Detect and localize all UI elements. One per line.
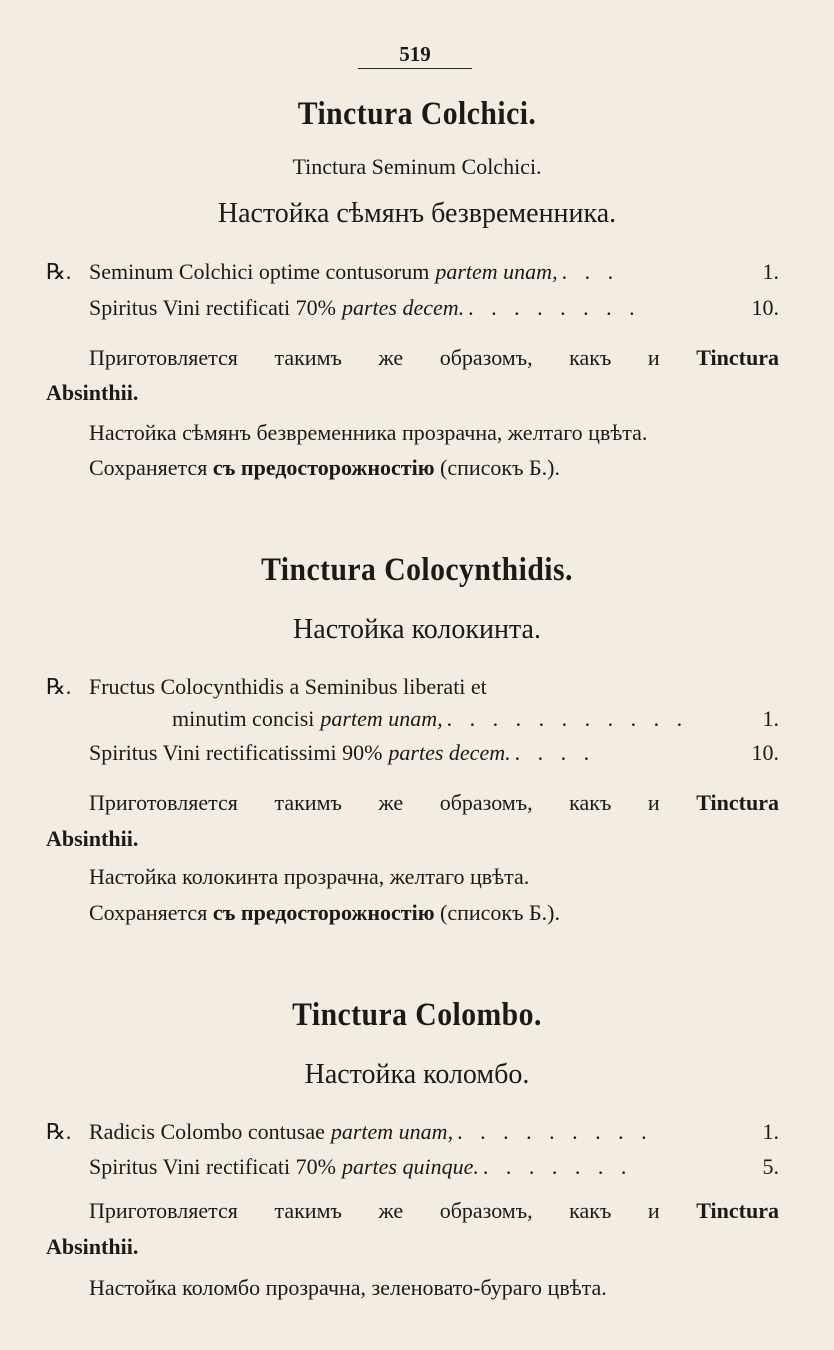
section-3-preparation [89,1198,779,1224]
storage-suffix: (списокъ Б.). [440,455,560,480]
recipe-symbol: ℞. [46,1119,72,1144]
preparation-reference: Tinctura [696,345,779,370]
leader-dots: . . . . . . . . . . . [446,706,689,731]
storage-suffix: (списокъ Б.). [440,900,560,925]
page-number-rule [358,68,472,69]
ingredient-name: Spiritus Vini rectificati 70% [89,1154,336,1179]
section-2-russian-title: Настойка колокинта. [293,614,541,645]
section-1-description: Настойка сѣмянъ безвременника прозрачна, желтаго цвѣта. [89,420,648,445]
preparation-reference-cont: Absinthii. [46,1234,139,1259]
section-2-ingredient-1 [0,674,834,704]
section-3-russian-title: Настойка коломбо. [304,1059,530,1090]
ingredient-amount: 10. [751,295,779,320]
preparation-reference: Tinctura [696,1198,779,1223]
preparation-reference: Tinctura [696,790,779,815]
ingredient-quantity: partes decem. [341,295,465,320]
preparation-reference-cont: Absinthii. [46,826,139,851]
section-2-preparation-cont [46,826,779,852]
recipe-symbol: ℞. [46,674,72,699]
section-1-storage [89,455,779,481]
section-2-ingredient-1-cont [0,706,834,736]
ingredient-quantity: partes quinque. [341,1154,479,1179]
section-2-storage [89,900,779,926]
section-3-description: Настойка коломбо прозрачна, зеленовато-бураго цвѣта. [89,1275,607,1300]
section-1-ingredient-2 [0,295,834,325]
leader-dots: . . . . . . . . [468,295,641,320]
ingredient-amount: 10. [751,740,779,765]
ingredient-name: Fructus Colocynthidis a Seminibus liberati et [89,674,487,699]
section-1-subtitle: Tinctura Seminum Colchici. [292,154,542,179]
ingredient-amount: 5. [762,1154,779,1179]
section-2-ingredient-2 [0,740,834,770]
ingredient-amount: 1. [762,1119,779,1144]
section-1-preparation-cont [46,380,779,406]
leader-dots: . . . . . . . . . [457,1119,653,1144]
section-1-russian-title: Настойка сѣмянъ безвременника. [217,198,617,229]
ingredient-quantity: partem unam, [330,1119,454,1144]
storage-prefix: Сохраняется [89,900,208,925]
leader-dots: . . . . [514,740,596,765]
section-2-description: Настойка колокинта прозрачна, желтаго цвѣта. [89,864,530,889]
storage-warning: съ предосторожностію [212,455,435,480]
ingredient-amount: 1. [762,259,779,284]
ingredient-quantity: partes decem. [388,740,511,765]
ingredient-name: Spiritus Vini rectificati 70% [89,295,336,320]
ingredient-name: minutim concisi [172,706,315,731]
section-1-ingredient-1 [0,259,834,289]
ingredient-name: Spiritus Vini rectificatissimi 90% [89,740,383,765]
recipe-symbol: ℞. [46,259,72,284]
ingredient-quantity: partem unam, [435,259,558,284]
preparation-text: Приготовляется такимъ же образомъ, какъ и [89,345,660,370]
section-3-preparation-cont [46,1234,779,1260]
preparation-reference-cont: Absinthii. [46,380,139,405]
section-1-preparation [89,345,779,371]
section-2-preparation [89,790,779,816]
section-3-title: Tinctura Colombo. [292,997,542,1033]
storage-prefix: Сохраняется [89,455,208,480]
section-3-ingredient-2 [0,1154,834,1184]
ingredient-amount: 1. [762,706,779,731]
ingredient-quantity: partem unam, [320,706,443,731]
ingredient-name: Radicis Colombo contusae [89,1119,325,1144]
section-1-title: Tinctura Colchici. [297,96,537,132]
preparation-text: Приготовляется такимъ же образомъ, какъ и [89,790,660,815]
section-3-ingredient-1 [0,1119,834,1149]
page-number: 519 [399,42,431,66]
storage-warning: съ предосторожностію [212,900,435,925]
leader-dots: . . . . . . . [482,1154,633,1179]
preparation-text: Приготовляется такимъ же образомъ, какъ и [89,1198,660,1223]
ingredient-name: Seminum Colchici optime contusorum [89,259,430,284]
section-2-title: Tinctura Colocynthidis. [261,552,573,588]
leader-dots: . . . [561,259,620,284]
